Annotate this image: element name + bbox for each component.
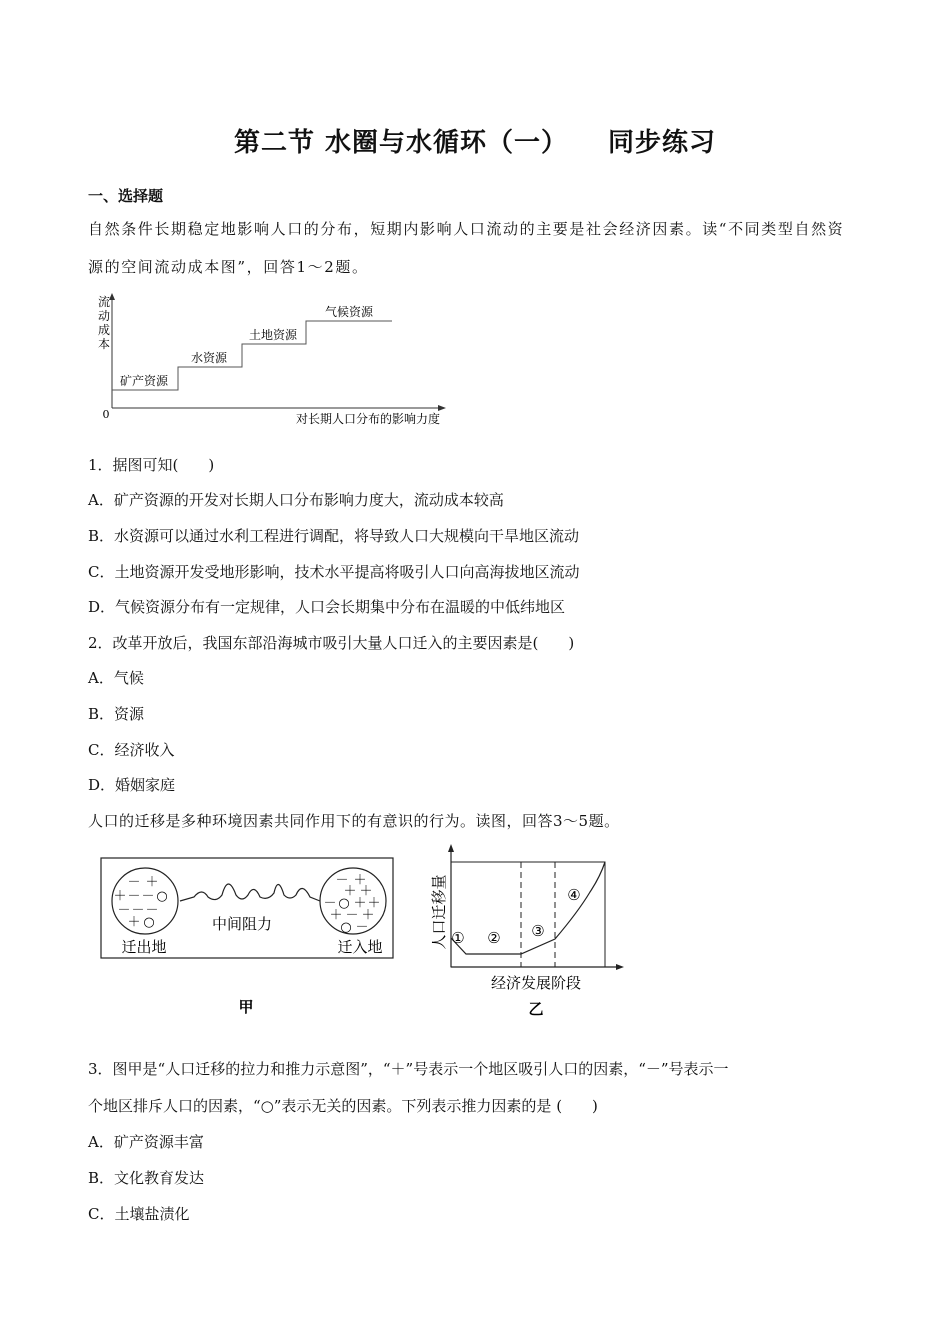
svg-text:－: －: [355, 920, 369, 935]
yi-y-arrow: [448, 844, 454, 852]
q2-option-d: D．婚姻家庭: [88, 776, 176, 794]
mountain-ridge: [180, 884, 320, 901]
dest-symbols: [323, 873, 380, 935]
step-label-1: 水资源: [190, 351, 228, 365]
svg-text:－: －: [335, 873, 349, 888]
svg-text:－: －: [117, 903, 131, 918]
yi-caption: 乙: [528, 1000, 544, 1018]
step-label-0: 矿产资源: [119, 374, 169, 388]
yi-migration-curve: [451, 862, 605, 954]
q2-option-b: B．资源: [88, 705, 145, 723]
svg-text:＋: ＋: [361, 908, 375, 923]
q1-stem: 1．据图可知( ): [88, 456, 215, 474]
title-sub: 同步练习: [608, 128, 717, 158]
svg-text:＋: ＋: [353, 896, 367, 911]
chart-origin: 0: [102, 408, 110, 421]
figure-jia: [98, 855, 398, 1020]
q3-option-a: A．矿产资源丰富: [88, 1133, 204, 1151]
svg-text:－: －: [141, 889, 155, 904]
yi-stage-4: ④: [567, 886, 581, 904]
q1-option-c: C．土地资源开发受地形影响，技术水平提高将吸引人口向高海拔地区流动: [88, 563, 580, 581]
svg-text:－: －: [345, 908, 359, 923]
svg-text:－: －: [127, 889, 141, 904]
q3-option-b: B．文化教育发达: [88, 1169, 205, 1187]
intro1-line1: 自然条件长期稳定地影响人口的分布，短期内影响人口流动的主要是社会经济因素。读“不同类型自然资: [88, 220, 845, 238]
jia-origin: 迁出地: [121, 938, 167, 956]
q2-option-c: C．经济收入: [88, 741, 175, 759]
chart-xlabel: 对长期人口分布的影响力度: [295, 412, 441, 426]
title-main: 第二节 水圈与水循环（一）: [233, 128, 569, 158]
q2-stem: 2．改革开放后，我国东部沿海城市吸引大量人口迁入的主要因素是( ): [88, 634, 575, 652]
svg-text:＋: ＋: [343, 884, 357, 899]
step-label-2: 土地资源: [248, 328, 298, 342]
q1-option-a: A．矿产资源的开发对长期人口分布影响力度大，流动成本较高: [88, 491, 504, 509]
step-label-3: 气候资源: [324, 305, 374, 319]
jia-dest: 迁入地: [337, 938, 383, 956]
yi-stage-3: ③: [531, 922, 545, 940]
page-title: [0, 122, 950, 159]
yi-ylabel: 人口迁移量: [430, 874, 448, 950]
chart-ylabel-4: 本: [97, 337, 111, 351]
jia-caption: 甲: [238, 998, 254, 1016]
q3-stem-line1: 3．图甲是“人口迁移的拉力和推力示意图”，“＋”号表示一个地区吸引人口的因素，“－”号表示一: [88, 1060, 729, 1078]
svg-text:－: －: [131, 903, 145, 918]
q1-option-d: D．气候资源分布有一定规律，人口会长期集中分布在温暖的中低纬地区: [88, 598, 566, 616]
chart-ylabel-2: 动: [97, 309, 111, 323]
yi-stage-1: ①: [451, 929, 465, 947]
figure-yi: [418, 842, 628, 1018]
svg-text:＋: ＋: [127, 915, 141, 930]
yi-x-arrow: [616, 964, 624, 970]
origin-symbols: [113, 875, 167, 930]
cost-chart: [90, 292, 460, 432]
intro2: 人口的迁移是多种环境因素共同作用下的有意识的行为。读图，回答3～5题。: [88, 812, 620, 830]
yi-xlabel: 经济发展阶段: [490, 974, 582, 992]
svg-text:＋: ＋: [353, 873, 367, 888]
q3-stem-line2: 个地区排斥人口的因素，“○”表示无关的因素。下列表示推力因素的是 ( ): [88, 1097, 598, 1115]
svg-text:＋: ＋: [367, 896, 381, 911]
svg-text:○: ○: [338, 896, 350, 911]
svg-text:－: －: [127, 875, 141, 890]
chart-ylabel-1: 流: [97, 295, 111, 309]
q3-option-c: C．土壤盐渍化: [88, 1205, 190, 1223]
svg-text:＋: ＋: [113, 889, 127, 904]
svg-text:－: －: [145, 903, 159, 918]
section-heading: 一、选择题: [88, 187, 164, 205]
yi-stage-2: ②: [487, 929, 501, 947]
svg-text:－: －: [323, 896, 337, 911]
svg-text:○: ○: [340, 920, 352, 935]
jia-middle: 中间阻力: [211, 915, 273, 933]
intro1-line2: 源的空间流动成本图”，回答1～2题。: [88, 258, 369, 276]
svg-text:＋: ＋: [359, 884, 373, 899]
q1-option-b: B．水资源可以通过水利工程进行调配，将导致人口大规模向干旱地区流动: [88, 527, 580, 545]
svg-text:＋: ＋: [145, 875, 159, 890]
svg-text:○: ○: [156, 889, 168, 904]
svg-text:＋: ＋: [329, 908, 343, 923]
chart-x-arrow: [438, 405, 446, 411]
svg-text:○: ○: [143, 915, 155, 930]
q2-option-a: A．气候: [88, 669, 144, 687]
chart-ylabel-3: 成: [97, 323, 111, 337]
